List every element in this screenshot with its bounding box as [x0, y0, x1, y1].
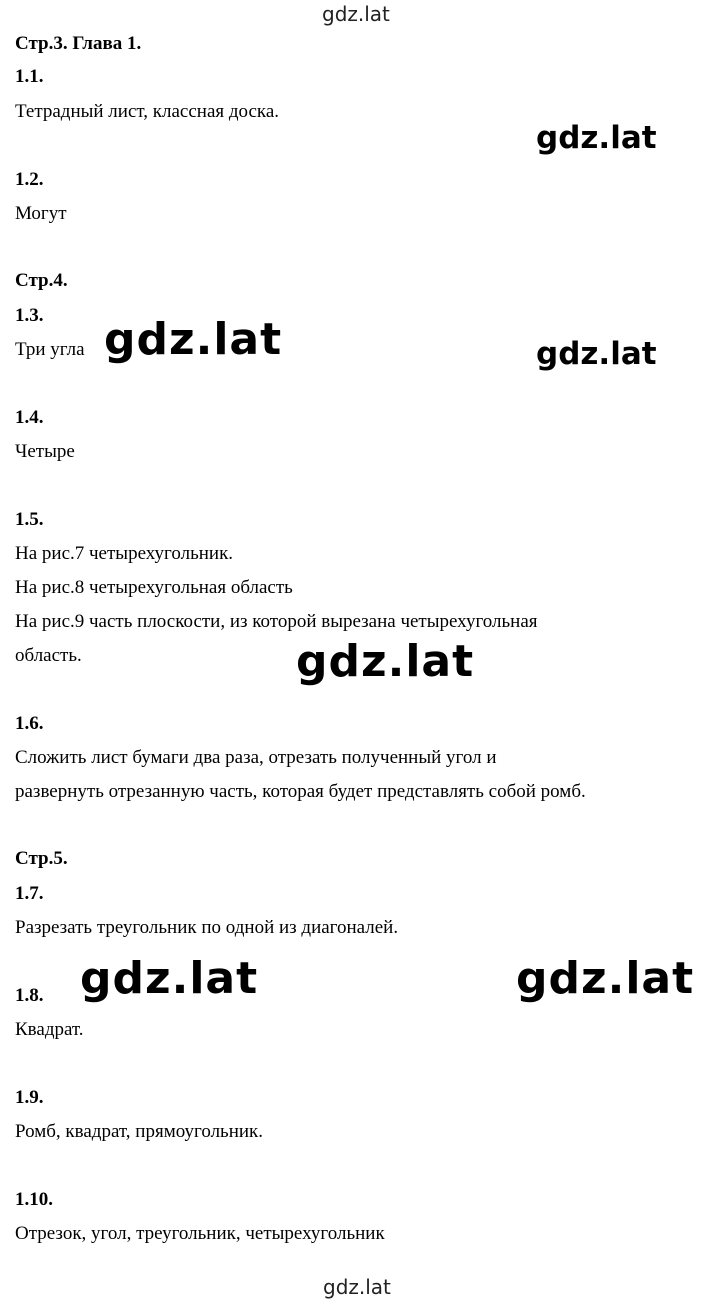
page-header-5: Стр.5.: [15, 848, 68, 869]
answer-1-5-line-1: На рис.7 четырехугольник.: [15, 543, 234, 564]
item-number-1-6: 1.6.: [15, 713, 44, 734]
watermark-center: gdz.lat: [296, 636, 475, 687]
item-number-1-4: 1.4.: [15, 407, 44, 428]
watermark-bottom: gdz.lat: [323, 1275, 391, 1299]
answer-1-5-line-4: область.: [15, 645, 82, 666]
watermark-left-2: gdz.lat: [80, 953, 259, 1004]
item-number-1-1: 1.1.: [15, 66, 44, 87]
item-number-1-9: 1.9.: [15, 1087, 44, 1108]
item-number-1-10: 1.10.: [15, 1189, 53, 1210]
answer-1-5-line-3: На рис.9 часть плоскости, из которой вырезана четырехугольная: [15, 611, 538, 632]
watermark-right-3: gdz.lat: [516, 953, 695, 1004]
item-number-1-5: 1.5.: [15, 509, 44, 530]
answer-1-7: Разрезать треугольник по одной из диагоналей.: [15, 917, 399, 938]
watermark-right-1: gdz.lat: [536, 120, 657, 156]
answer-1-5-line-2: На рис.8 четырехугольная область: [15, 577, 293, 598]
answer-1-10: Отрезок, угол, треугольник, четырехугольник: [15, 1223, 385, 1244]
page-header-4: Стр.4.: [15, 270, 68, 291]
answer-1-9: Ромб, квадрат, прямоугольник.: [15, 1121, 264, 1142]
item-number-1-3: 1.3.: [15, 305, 44, 326]
answer-1-2: Могут: [15, 203, 67, 224]
answer-1-4: Четыре: [15, 441, 75, 462]
answer-1-3: Три угла: [15, 339, 85, 360]
page-header-3: Стр.3. Глава 1.: [15, 33, 142, 54]
answer-1-1: Тетрадный лист, классная доска.: [15, 101, 280, 122]
item-number-1-8: 1.8.: [15, 985, 44, 1006]
watermark-right-2: gdz.lat: [536, 336, 657, 372]
answer-1-6-line-2: развернуть отрезанную часть, которая будет представлять собой ромб.: [15, 781, 586, 802]
item-number-1-2: 1.2.: [15, 169, 44, 190]
answer-1-8: Квадрат.: [15, 1019, 84, 1040]
item-number-1-7: 1.7.: [15, 883, 44, 904]
answer-1-6-line-1: Сложить лист бумаги два раза, отрезать полученный угол и: [15, 747, 497, 768]
watermark-left-1: gdz.lat: [104, 314, 283, 365]
watermark-top: gdz.lat: [322, 2, 390, 26]
